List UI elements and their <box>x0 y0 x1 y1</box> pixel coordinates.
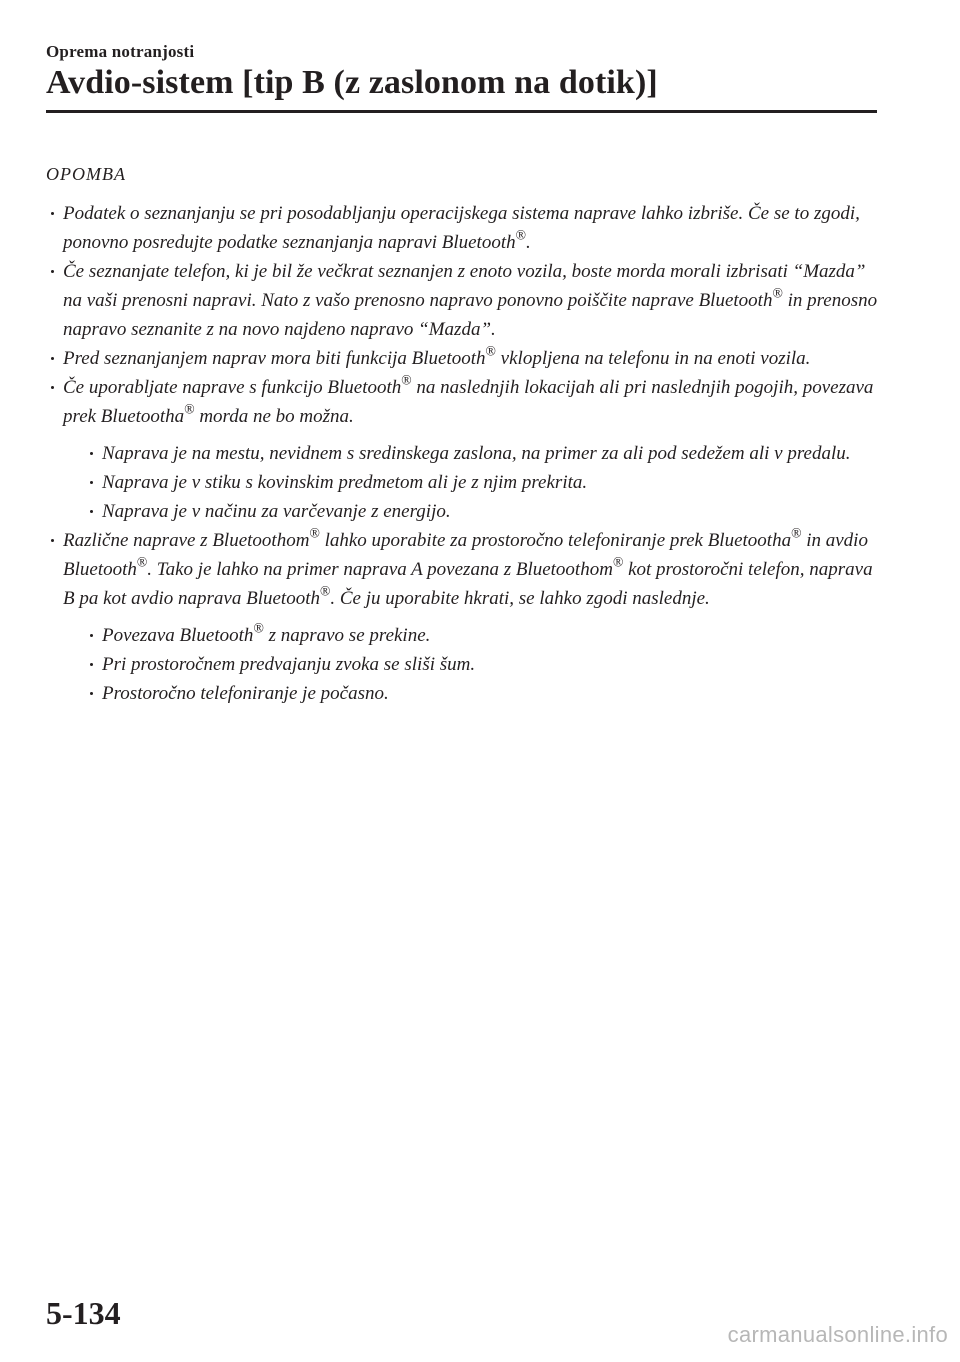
page-title: Avdio-sistem [tip B (z zaslonom na dotik)] <box>46 64 658 101</box>
note-item-text <box>63 526 880 613</box>
note-subitem <box>85 497 880 526</box>
registered-mark: ® <box>791 525 802 541</box>
text-run: Pri prostoročnem predvajanju zvoka se sliši šum. <box>102 654 476 675</box>
registered-mark: ® <box>612 554 624 570</box>
registered-mark: ® <box>253 620 264 636</box>
text-run: Prostoročno telefoniranje je počasno. <box>102 683 389 704</box>
note-sublist <box>63 621 880 708</box>
note-item <box>46 373 880 526</box>
registered-mark: ® <box>515 227 526 243</box>
registered-mark: ® <box>485 343 496 359</box>
text-run: Pred seznanjanjem naprav mora biti funkcija Bluetooth <box>63 348 486 369</box>
text-run: Naprava je v stiku s kovinskim predmetom ali je z njim prekrita. <box>102 472 588 493</box>
note-item <box>46 257 880 344</box>
note-item <box>46 344 880 373</box>
note-item <box>46 526 880 708</box>
note-subitem <box>85 650 880 679</box>
text-run: in avdio Bluetooth <box>63 530 868 580</box>
watermark: carmanualsonline.info <box>727 1322 948 1347</box>
text-run: . <box>526 232 531 253</box>
header-rule <box>46 110 877 113</box>
text-run: kot prostoročni telefon, naprava B pa kot avdio naprava Bluetooth <box>63 559 873 609</box>
registered-mark: ® <box>772 285 783 301</box>
note-subitem <box>85 439 880 468</box>
note-list <box>46 199 880 708</box>
text-run: morda ne bo možna. <box>194 406 354 427</box>
section-label: Oprema notranjosti <box>46 42 195 61</box>
registered-mark: ® <box>184 401 195 417</box>
text-run: Povezava Bluetooth <box>102 625 254 646</box>
registered-mark: ® <box>136 554 148 570</box>
text-run: vklopljena na telefonu in na enoti vozila. <box>495 348 811 369</box>
note-item <box>46 199 880 257</box>
text-run: Podatek o seznanjanju se pri posodabljanju operacijskega sistema naprave lahko izbriše. Če se to zgodi, ponovno posredujte podatke seznanjanja napravi Bluetooth <box>63 203 860 253</box>
text-run: . Tako je lahko na primer naprava A povezana z Bluetoothom <box>147 559 613 580</box>
note-subitem <box>85 679 880 708</box>
registered-mark: ® <box>319 583 331 599</box>
text-run: Če seznanjate telefon, ki je bil že večkrat seznanjen z enoto vozila, boste morda morali izbrisati “Mazda” na vaši prenosni napravi. Nato z vašo prenosno napravo ponovno poiščite naprave Bluetooth <box>63 261 866 311</box>
registered-mark: ® <box>401 372 412 388</box>
text-run: na naslednjih lokacijah ali pri naslednjih pogojih, povezava prek Bluetootha <box>63 377 874 427</box>
page-number: 5-134 <box>46 1295 121 1331</box>
note-subitem <box>85 468 880 497</box>
note-label: OPOMBA <box>46 164 126 184</box>
note-item-text <box>63 373 880 431</box>
text-run: Naprava je v načinu za varčevanje z energijo. <box>102 501 451 522</box>
text-run: lahko uporabite za prostoročno telefoniranje prek Bluetootha <box>319 530 792 551</box>
note-sublist <box>63 439 880 526</box>
text-run: z napravo se prekine. <box>263 625 431 646</box>
text-run: . Če ju uporabite hkrati, se lahko zgodi naslednje. <box>330 588 710 609</box>
note-block <box>46 160 880 708</box>
registered-mark: ® <box>309 525 320 541</box>
text-run: in prenosno napravo seznanite z na novo najdeno napravo “Mazda”. <box>63 290 878 340</box>
text-run: Naprava je na mestu, nevidnem s sredinskega zaslona, na primer za ali pod sedežem ali v predalu. <box>102 443 851 464</box>
note-subitem <box>85 621 880 650</box>
text-run: Če uporabljate naprave s funkcijo Bluetooth <box>63 377 402 398</box>
text-run: Različne naprave z Bluetoothom <box>63 530 310 551</box>
